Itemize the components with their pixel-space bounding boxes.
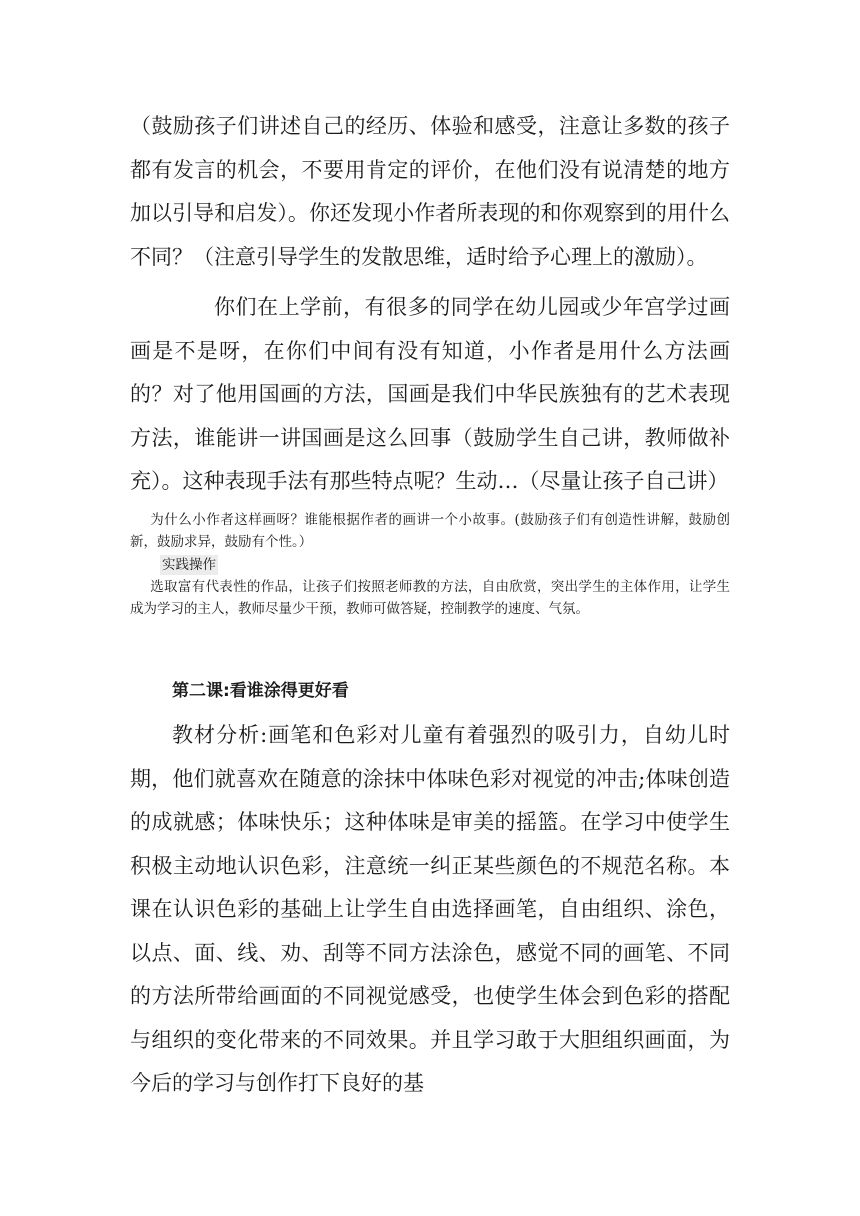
paragraph-story-prompt: 为什么小作者这样画呀？谁能根据作者的画讲一个小故事。(鼓励孩子们有创造性讲解，鼓励创新，鼓励求异，鼓励有个性。） [130, 512, 730, 550]
paragraph-encourage-storytelling: （鼓励孩子们讲述自己的经历、体验和感受，注意让多数的孩子都有发言的机会，不要用肯定的评价，在他们没有说清楚的地方加以引导和启发）。你还发现小作者所表现的和你观察到的用什么不同？（注意引导学生的发散思维，适时给予心理上的激励）。 [130, 114, 730, 269]
paragraph-practice-details: 选取富有代表性的作品，让孩子们按照老师教的方法，自由欣赏，突出学生的主体作用，让学生成为学习的主人，教师尽量少干预，教师可做答疑，控制教学的速度、气氛。 [130, 579, 730, 617]
section-label-practice: 实践操作 [162, 557, 216, 573]
paragraph-guohua-method: 你们在上学前，有很多的同学在幼儿园或少年宫学过画画是不是呀，在你们中间有没有知道，小作者是用什么方法画的？对了他用国画的方法，国画是我们中华民族独有的艺术表现方法，谁能讲一讲国画是这么回事（鼓励学生自己讲，教师做补充）。这种表现手法有那些特点呢？生动…（尽量让孩子自己讲） [130, 295, 730, 493]
paragraph-material-analysis: 教材分析:画笔和色彩对儿童有着强烈的吸引力，自幼儿时期，他们就喜欢在随意的涂抹中体味色彩对视觉的冲击;体味创造的成就感；体味快乐；这种体味是审美的摇篮。在学习中使学生积极主动地认识色彩，注意统一纠正某些颜色的不规范名称。本课在认识色彩的基础上让学生自由选择画笔，自由组织、涂色，以点、面、线、劝、刮等不同方法涂色，感觉不同的画笔、不同的方法所带给画面的不同视觉感受，也使学生体会到色彩的搭配与组织的变化带来的不同效果。并且学习敢于大胆组织画面，为今后的学习与创作打下良好的基 [130, 723, 730, 1095]
lesson-heading: 第二课:看谁涂得更好看 [172, 681, 349, 701]
